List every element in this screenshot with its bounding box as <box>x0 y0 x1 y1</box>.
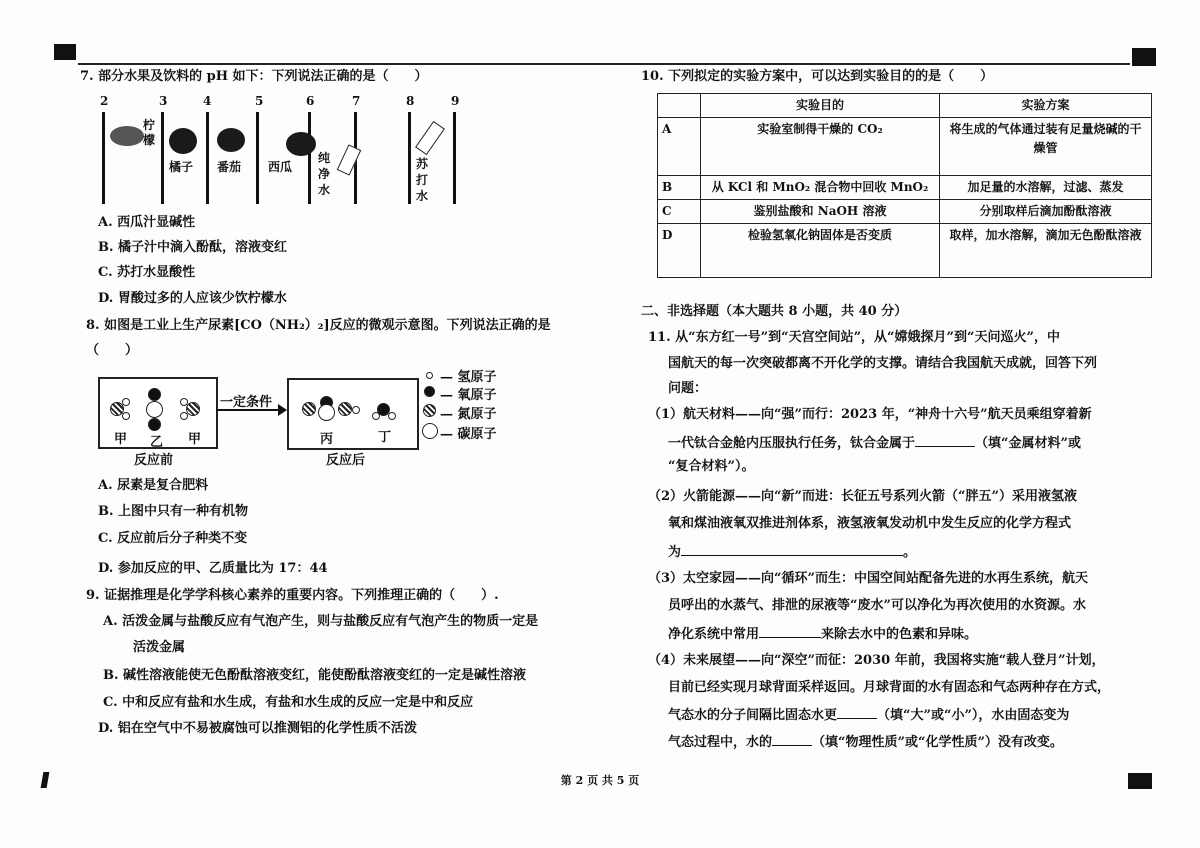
q11-p1-line: “复合材料”）。 <box>668 459 755 474</box>
q11-p4-line: 气态水的分子间隔比固态水更 （填“大”或“小”），水由固态变为 <box>668 705 1069 725</box>
q11-p4-line: （4）未来展望——向“深空”而征：2030 年前，我国将实施“载人登月”计划， <box>648 653 1105 668</box>
nitrogen-atom <box>186 402 200 416</box>
legend-carbon-icon <box>422 423 438 439</box>
legend-oxygen-icon <box>424 386 435 397</box>
table-header-row <box>658 94 1152 118</box>
lemon-label: 柠檬 <box>143 118 156 147</box>
watermelon-label: 西瓜 <box>268 160 293 174</box>
q9-option-a-cont: 活泼金属 <box>133 640 186 655</box>
q11-p1-line: （1）航天材料——向“强”而行：2023 年，“神舟十六号”航天员乘组穿着新 <box>648 407 1092 422</box>
table-row <box>658 200 1152 224</box>
table-cell: A <box>658 118 701 176</box>
oxygen-atom <box>148 418 161 431</box>
reaction-arrow-head <box>278 404 287 416</box>
table-cell: 将生成的气体通过装有足量烧碱的干燥管 <box>940 118 1152 176</box>
answer-blank[interactable] <box>759 624 821 638</box>
registration-mark-top-right <box>1132 48 1156 66</box>
q11-p3-line: 员呼出的水蒸气、排泄的尿液等“废水”可以净化为再次使用的水资源。水 <box>668 598 1086 613</box>
table-cell: 加足量的水溶解，过滤、蒸发 <box>940 176 1152 200</box>
q11-stem-line: 问题： <box>668 381 708 396</box>
ph-bar <box>102 112 105 204</box>
table-row <box>658 224 1152 278</box>
hydrogen-atom <box>372 412 380 420</box>
hydrogen-atom <box>180 398 188 406</box>
table-cell: 实验室制得干燥的 CO₂ <box>701 118 940 176</box>
nitrogen-atom <box>338 402 352 416</box>
q11-p2-line: 氧和煤油液氧双推进剂体系，液氢液氧发动机中发生反应的化学方程式 <box>668 516 1072 531</box>
ph-bar <box>408 112 411 204</box>
q11-p3-line: 净化系统中常用 来除去水中的色素和异味。 <box>668 624 977 644</box>
carbon-atom <box>318 404 335 421</box>
hydrogen-atom <box>122 412 130 420</box>
soda-bottle-icon <box>415 121 445 155</box>
ph-tick: 6 <box>306 94 315 108</box>
q8-option-b: B. 上图中只有一种有机物 <box>98 504 249 519</box>
q8-paren: （ ） <box>86 343 139 358</box>
oxygen-atom <box>148 388 161 401</box>
answer-blank[interactable] <box>772 732 812 746</box>
table-header-cell: 实验目的 <box>701 94 940 118</box>
watermelon-icon <box>286 132 316 156</box>
table-cell: 从 KCl 和 MnO₂ 混合物中回收 MnO₂ <box>701 176 940 200</box>
ph-tick: 7 <box>352 94 361 108</box>
legend-hydrogen-icon <box>426 372 433 379</box>
q10-stem: 10. 下列拟定的实验方案中，可以达到实验目的的是（ ） <box>641 69 994 84</box>
hydrogen-atom <box>352 406 360 414</box>
carbon-atom <box>146 401 163 418</box>
table-cell: 鉴别盐酸和 NaOH 溶液 <box>701 200 940 224</box>
after-label-bing: 丙 <box>320 432 334 447</box>
q9-stem: 9. 证据推理是化学学科核心素养的重要内容。下列推理正确的（ ）. <box>86 588 499 603</box>
tomato-icon <box>217 128 245 152</box>
ph-bar <box>453 112 456 204</box>
q7-option-b: B. 橘子汁中滴入酚酞，溶液变红 <box>98 240 288 255</box>
lemon-icon <box>110 126 144 146</box>
ph-bar <box>256 112 259 204</box>
q11-p2-line: （2）火箭能源——向“新”而进：长征五号系列火箭（“胖五”）采用液氢液 <box>648 489 1077 504</box>
q9-option-c: C. 中和反应有盐和水生成，有盐和水生成的反应一定是中和反应 <box>103 695 474 710</box>
q8-option-a: A. 尿素是复合肥料 <box>98 478 209 493</box>
ph-tick: 3 <box>159 94 168 108</box>
table-row <box>658 118 1152 176</box>
before-label-jia: 甲 <box>188 432 202 447</box>
table-cell: C <box>658 200 701 224</box>
q8-stem: 8. 如图是工业上生产尿素[CO（NH₂）₂]反应的微观示意图。下列说法正确的是 <box>86 318 551 333</box>
ph-bar <box>308 112 311 204</box>
table-header-cell <box>658 94 701 118</box>
nitrogen-atom <box>302 402 316 416</box>
ph-tick: 2 <box>100 94 109 108</box>
q8-option-c: C. 反应前后分子种类不变 <box>98 531 248 546</box>
answer-blank[interactable] <box>837 705 877 719</box>
legend-nitrogen: — 氮原子 <box>440 407 497 422</box>
water-bottle-icon <box>337 144 362 175</box>
ph-tick: 4 <box>203 94 212 108</box>
ph-tick: 9 <box>451 94 460 108</box>
table-cell: 检验氢氧化钠固体是否变质 <box>701 224 940 278</box>
q11-p4-line: 目前已经实现月球背面采样返回。月球背面的水有固态和气态两种存在方式， <box>668 680 1111 695</box>
hydrogen-atom <box>180 412 188 420</box>
q11-p3-line: （3）太空家园——向“循环”而生：中国空间站配备先进的水再生系统，航天 <box>648 571 1089 586</box>
before-caption: 反应前 <box>134 453 174 468</box>
q7-option-c: C. 苏打水显酸性 <box>98 265 196 280</box>
q9-option-a: A. 活泼金属与盐酸反应有气泡产生，则与盐酸反应有气泡产生的物质一定是 <box>103 614 539 629</box>
before-label-yi: 乙 <box>150 435 164 450</box>
ph-tick: 5 <box>255 94 264 108</box>
q8-option-d: D. 参加反应的甲、乙质量比为 17：44 <box>98 561 328 576</box>
hydrogen-atom <box>122 398 130 406</box>
q11-p1-line: 一代钛合金舱内压服执行任务，钛合金属于 （填“金属材料”或 <box>668 433 1081 453</box>
table-cell: 分别取样后滴加酚酞溶液 <box>940 200 1152 224</box>
answer-blank[interactable] <box>915 433 975 447</box>
orange-icon <box>169 128 197 154</box>
table-row <box>658 176 1152 200</box>
table-cell: B <box>658 176 701 200</box>
soda-water-label: 苏打水 <box>416 157 429 203</box>
legend-hydrogen: — 氢原子 <box>440 370 497 385</box>
table-cell: 取样，加水溶解，滴加无色酚酞溶液 <box>940 224 1152 278</box>
ph-tick: 8 <box>406 94 415 108</box>
section-2-heading: 二、非选择题（本大题共 8 小题，共 40 分） <box>641 304 908 319</box>
table-cell: D <box>658 224 701 278</box>
answer-blank[interactable] <box>681 542 903 556</box>
ph-bar <box>206 112 209 204</box>
q11-p4-line: 气态过程中，水的 （填“物理性质”或“化学性质”）没有改变。 <box>668 732 1063 752</box>
reaction-condition: 一定条件 <box>220 395 273 410</box>
q10-table <box>657 93 1152 278</box>
q11-stem-line: 11. 从“东方红一号”到“天宫空间站”，从“嫦娥探月”到“天问巡火”，中 <box>648 330 1060 345</box>
ph-scale-figure <box>100 94 480 209</box>
ph-bar <box>161 112 164 204</box>
hydrogen-atom <box>388 412 396 420</box>
legend-nitrogen-icon <box>423 404 436 417</box>
q7-option-a: A. 西瓜汁显碱性 <box>98 215 196 230</box>
after-label-ding: 丁 <box>378 430 392 445</box>
q7-option-d: D. 胃酸过多的人应该少饮柠檬水 <box>98 291 287 306</box>
q9-option-d: D. 铝在空气中不易被腐蚀可以推测铝的化学性质不活泼 <box>98 721 417 736</box>
orange-label: 橘子 <box>169 160 194 174</box>
q11-stem-line: 国航天的每一次突破都离不开化学的支撑。请结合我国航天成就，回答下列 <box>668 356 1098 371</box>
q11-p2-line: 为 。 <box>668 542 916 562</box>
q7-stem: 7. 部分水果及饮料的 pH 如下：下列说法正确的是（ ） <box>80 69 428 84</box>
tomato-label: 番茄 <box>217 160 242 174</box>
header-rule <box>78 63 1130 65</box>
before-label-jia: 甲 <box>114 432 128 447</box>
table-header-cell: 实验方案 <box>940 94 1152 118</box>
q9-option-b: B. 碱性溶液能使无色酚酞溶液变红，能使酚酞溶液变红的一定是碱性溶液 <box>103 668 527 683</box>
legend-oxygen: — 氧原子 <box>440 388 497 403</box>
registration-mark-top-left <box>54 44 76 60</box>
after-caption: 反应后 <box>326 453 366 468</box>
pure-water-label: 纯净水 <box>318 151 331 197</box>
page-footer: 第 2 页 共 5 页 <box>560 774 640 787</box>
legend-carbon: — 碳原子 <box>440 427 497 442</box>
